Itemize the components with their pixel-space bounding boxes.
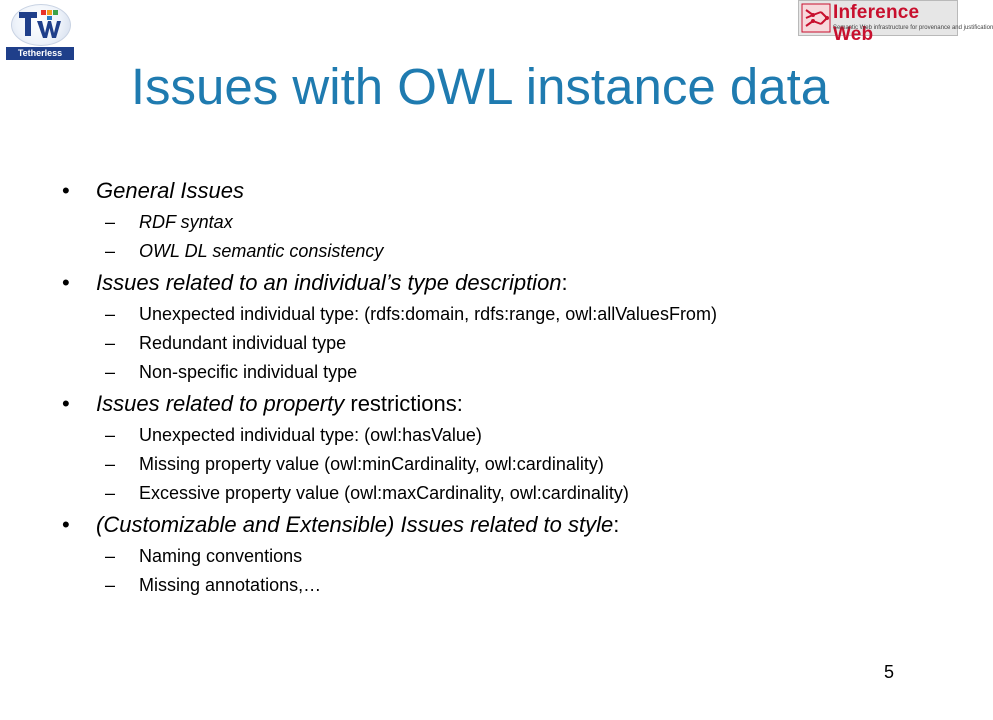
bullet-text: General Issues xyxy=(96,178,244,203)
sub-bullet-text: Unexpected individual type: (rdfs:domain, rdfs:range, owl:allValuesFrom) xyxy=(139,304,717,324)
sub-bullet-item xyxy=(62,424,922,446)
inference-web-name: Inference Web xyxy=(833,2,920,45)
logo-caption: Tetherless World xyxy=(6,47,74,60)
bullet-list xyxy=(62,170,922,596)
sub-bullet-item xyxy=(62,240,922,262)
dash-icon: – xyxy=(105,333,116,353)
sub-bullet-item xyxy=(62,332,922,354)
bullet-text: Issues related to an individual’s type description xyxy=(96,270,562,295)
dash-icon: – xyxy=(105,454,116,474)
page-number: 5 xyxy=(884,662,895,682)
sub-bullet-item xyxy=(62,211,922,233)
sub-bullet-text: Missing property value (owl:minCardinality, owl:cardinality) xyxy=(139,454,604,474)
bullet-item xyxy=(62,269,922,296)
bullet-text: : xyxy=(613,512,620,537)
sub-bullet-text: Redundant individual type xyxy=(139,333,347,353)
bullet-text: restrictions: xyxy=(344,391,463,416)
sub-bullet-item xyxy=(62,545,922,567)
sub-bullet-text: RDF syntax xyxy=(139,212,233,232)
bullet-item xyxy=(62,511,922,538)
sub-bullet-text: Non-specific individual type xyxy=(139,362,358,382)
tw-mark-icon xyxy=(15,7,65,43)
dash-icon: – xyxy=(105,575,116,595)
sub-bullet-item xyxy=(62,574,922,596)
inference-web-logo xyxy=(798,0,993,45)
tetherless-world-logo xyxy=(6,4,74,71)
sub-bullet-text: Excessive property value (owl:maxCardinality, owl:cardinality) xyxy=(139,483,629,503)
sub-bullet-item xyxy=(62,303,759,325)
bullet-text: Issues related to property xyxy=(96,391,345,416)
dash-icon: – xyxy=(105,483,116,503)
dash-icon: – xyxy=(105,304,116,324)
sub-bullet-text: Unexpected individual type: (owl:hasValue) xyxy=(139,425,482,445)
bullet-text: : xyxy=(561,270,568,295)
sub-bullet-text: Missing annotations,… xyxy=(139,575,322,595)
sub-bullet-text: OWL DL semantic consistency xyxy=(139,241,384,261)
dash-icon: – xyxy=(105,241,116,261)
dash-icon: – xyxy=(105,362,116,382)
slide-title: Issues with OWL instance data xyxy=(130,58,830,115)
bullet-dot-icon: • xyxy=(62,178,70,203)
inference-web-mark-icon xyxy=(801,3,831,33)
bullet-text: (Customizable and Extensible) Issues related to style xyxy=(96,512,614,537)
bullet-item xyxy=(62,177,922,204)
dash-icon: – xyxy=(105,212,116,232)
dash-icon: – xyxy=(105,546,116,566)
bullet-dot-icon: • xyxy=(62,270,70,295)
bullet-dot-icon: • xyxy=(62,391,70,416)
inference-web-tagline: Semantic Web infrastructure for provenance and justification xyxy=(833,25,993,31)
sub-bullet-text: Naming conventions xyxy=(139,546,303,566)
sub-bullet-item xyxy=(62,482,759,504)
sub-bullet-item xyxy=(62,453,922,475)
bullet-dot-icon: • xyxy=(62,512,70,537)
dash-icon: – xyxy=(105,425,116,445)
sub-bullet-item xyxy=(62,361,922,383)
bullet-item xyxy=(62,390,922,417)
